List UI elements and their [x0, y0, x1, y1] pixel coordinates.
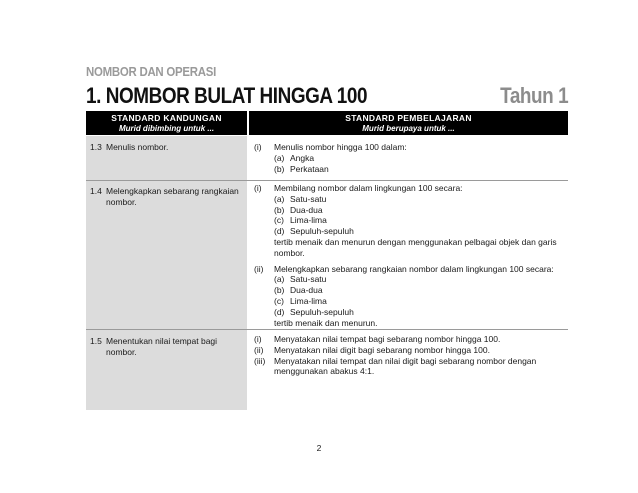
sub-item [274, 215, 566, 226]
header-left-subtitle: Murid dibimbing untuk ... [118, 124, 215, 133]
sub-label: (b) [274, 204, 285, 215]
row-1-5-learning [254, 334, 566, 377]
sub-item [274, 285, 566, 296]
sub-text: Dua-dua [290, 204, 323, 215]
header-right-subtitle: Murid berupaya untuk ... [362, 124, 455, 133]
row-content-text: Melengkapkan sebarang rangkaian nombor. [106, 186, 239, 207]
learning-item [254, 183, 566, 259]
item-roman: (ii) [254, 344, 264, 355]
sub-item [274, 194, 566, 205]
learning-item [254, 334, 566, 345]
sub-item [274, 307, 566, 318]
learning-item [254, 142, 566, 174]
row-content-text: Menulis nombor. [106, 142, 169, 152]
row-divider [86, 329, 568, 330]
page-title: 1. NOMBOR BULAT HINGGA 100 [86, 83, 368, 108]
row-number: 1.4 [90, 186, 102, 196]
year-label: Tahun 1 [499, 83, 568, 108]
row-1-4-content [90, 186, 242, 208]
sub-label: (a) [274, 193, 285, 204]
item-roman: (ii) [254, 263, 264, 274]
sub-text: Satu-satu [290, 274, 327, 285]
item-text: Melengkapkan sebarang rangkaian nombor dalam lingkungan 100 secara: [274, 263, 554, 274]
sub-item [274, 274, 566, 285]
sub-text: Lima-lima [290, 215, 327, 226]
row-divider [86, 180, 568, 181]
sub-item [274, 296, 566, 307]
header-standard-kandungan [86, 111, 247, 135]
sub-label: (c) [274, 295, 284, 306]
header-right-title: STANDARD PEMBELAJARAN [345, 113, 472, 123]
item-roman: (iii) [254, 355, 266, 366]
row-1-4-learning [254, 183, 566, 328]
item-note: tertib menaik dan menurun. [274, 317, 378, 328]
row-1-3-content [90, 142, 242, 153]
item-text: Menyatakan nilai tempat dan nilai digit bagi sebarang nombor dengan menggunakan abakus 4:1. [274, 355, 537, 377]
item-roman: (i) [254, 142, 262, 152]
learning-item [254, 264, 566, 329]
content-column-background [86, 136, 247, 410]
page-number: 2 [316, 443, 322, 453]
item-text: Menulis nombor hingga 100 dalam: [274, 142, 407, 152]
row-number: 1.3 [90, 142, 102, 152]
sub-label: (b) [274, 163, 285, 174]
sub-label: (d) [274, 306, 285, 317]
sub-label: (b) [274, 285, 285, 296]
sub-item [274, 164, 566, 175]
sub-item [274, 205, 566, 216]
learning-item [254, 345, 566, 356]
sub-label: (c) [274, 215, 284, 226]
sub-text: Dua-dua [290, 285, 323, 296]
item-text: Membilang nombor dalam lingkungan 100 secara: [274, 183, 463, 193]
sub-label: (a) [274, 274, 285, 285]
learning-item [254, 356, 566, 378]
sub-label: (d) [274, 226, 285, 237]
row-1-3-learning [254, 142, 566, 174]
sub-text: Sepuluh-sepuluh [290, 306, 354, 317]
row-1-5-content [90, 336, 242, 358]
sub-text: Lima-lima [290, 295, 327, 306]
sub-label: (a) [274, 152, 285, 163]
row-content-text: Menentukan nilai tempat bagi nombor. [106, 336, 218, 357]
sub-text: Satu-satu [290, 193, 327, 204]
standards-table [86, 111, 568, 410]
item-note: tertib menaik dan menurun dengan menggunakan pelbagai objek dan garis nombor. [274, 236, 557, 258]
sub-text: Sepuluh-sepuluh [290, 226, 354, 237]
item-roman: (i) [254, 334, 262, 344]
header-standard-pembelajaran [249, 111, 568, 135]
item-text: Menyatakan nilai digit bagi sebarang nombor hingga 100. [274, 344, 490, 355]
sub-text: Perkataan [290, 163, 329, 174]
row-number: 1.5 [90, 336, 102, 346]
sub-text: Angka [290, 152, 315, 163]
header-left-title: STANDARD KANDUNGAN [111, 113, 222, 123]
section-label: NOMBOR DAN OPERASI [86, 64, 216, 79]
item-roman: (i) [254, 183, 262, 193]
sub-item [274, 226, 566, 237]
item-text: Menyatakan nilai tempat bagi sebarang nombor hingga 100. [274, 334, 501, 344]
sub-item [274, 153, 566, 164]
